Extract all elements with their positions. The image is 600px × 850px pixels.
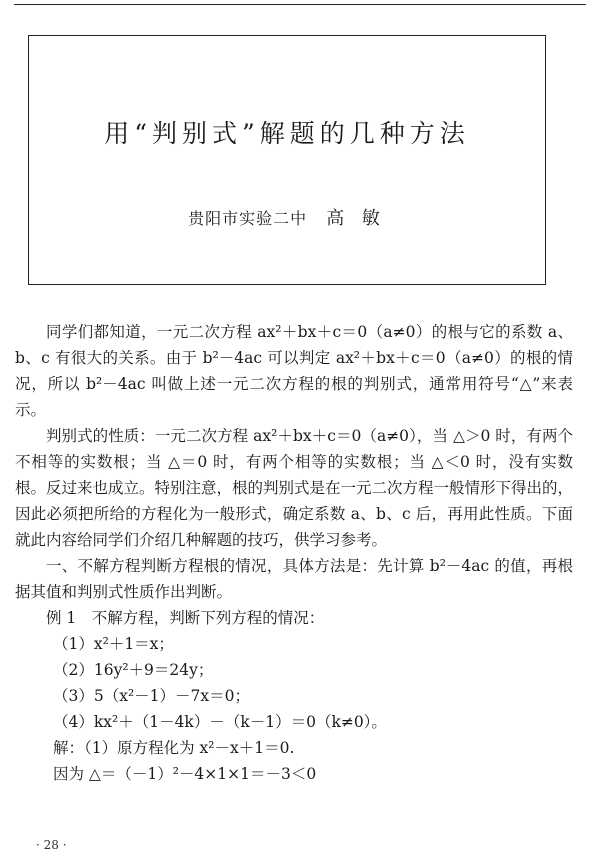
title-box: [28, 35, 546, 285]
article-title: 用“判别式”解题的几种方法: [104, 119, 470, 148]
example-solution: 解：（1）原方程化为 x²－x＋1＝0.: [53, 739, 295, 757]
example-equation-4: （4）kx²＋（1－4k）－（k－1）＝0（k≠0）。: [53, 713, 387, 731]
example-equation-3: （3）5（x²－1）－7x＝0；: [53, 687, 251, 705]
page-number: · 28 ·: [36, 838, 67, 850]
paragraph-properties: 判别式的性质：一元二次方程 ax²＋bx＋c＝0（a≠0），当 △＞0 时，有两个不相等的实数根；当 △＝0 时，有两个相等的实数根；当 △＜0 时，没有实数根。反过来也成立。特别注意，根的判别式是在一元二次方程一般情形下得出的，因此必须把所给的方程化为一般形式，确定系数 a、b、c 后，再用此性质。下面就此内容给同学们介绍几种解题的技巧，供学习参考。: [15, 427, 574, 549]
author-school: 贵阳市实验二中: [188, 209, 308, 228]
article-body: [15, 319, 573, 787]
paragraph-intro: 同学们都知道，一元二次方程 ax²＋bx＋c＝0（a≠0）的根与它的系数 a、b、c 有很大的关系。由于 b²－4ac 可以判定 ax²＋bx＋c＝0（a≠0）的根的情况，所以 b²－4ac 叫做上述一元二次方程的根的判别式，通常用符号“△”来表示。: [15, 323, 573, 419]
example-heading: 例 1 不解方程，判断下列方程的情况：: [46, 609, 325, 627]
example-equation-1: （1）x²＋1＝x；: [53, 635, 174, 653]
example-because: 因为 △＝（－1）²－4×1×1＝－3＜0: [53, 765, 317, 783]
author-name: 高 敏: [326, 208, 386, 229]
top-rule: [14, 4, 586, 5]
example-equation-2: （2）16y²＋9＝24y；: [53, 661, 214, 679]
byline: [29, 204, 545, 230]
paragraph-method-1: 一、不解方程判断方程根的情况，具体方法是：先计算 b²－4ac 的值，再根据其值和判别式性质作出判断。: [15, 557, 573, 601]
